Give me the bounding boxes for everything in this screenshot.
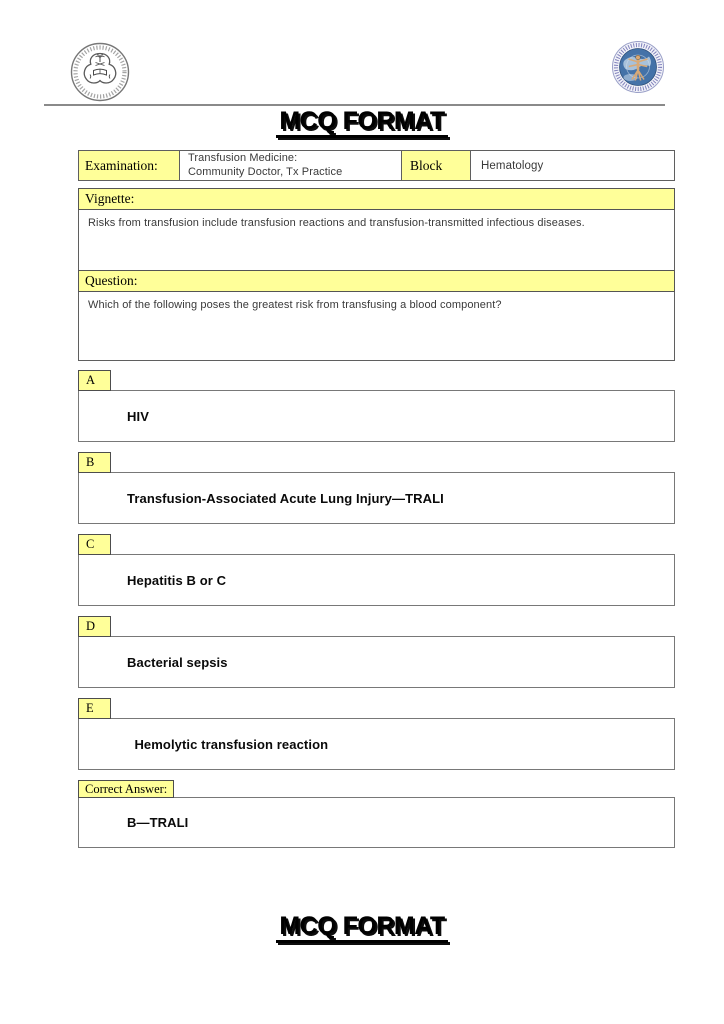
exam-info-table [78,150,675,181]
header-divider [44,104,665,106]
correct-answer-label: Correct Answer: [78,780,174,798]
title-row [0,108,724,138]
examination-value [180,151,402,180]
question-header: Question: [78,270,675,292]
option-d [78,616,675,688]
mcq-document [78,150,675,848]
option-b-text: Transfusion-Associated Acute Lung Injury—TRALI [78,472,675,524]
correct-answer-section [78,780,675,848]
footer-title: MCQ FORMAT [276,913,447,943]
block-label: Block [402,151,471,180]
option-a [78,370,675,442]
examination-value-line2: Community Doctor, Tx Practice [188,165,343,178]
question-text: Which of the following poses the greatest risk from transfusing a blood component? [78,291,675,361]
option-d-letter: D [78,616,111,637]
examination-label: Examination: [79,151,180,180]
option-e [78,698,675,770]
option-e-text: Hemolytic transfusion reaction [78,718,675,770]
footer-title-row [0,913,724,943]
option-a-letter: A [78,370,111,391]
examination-value-line1: Transfusion Medicine: [188,152,298,164]
block-value: Hematology [481,159,544,172]
option-d-text: Bacterial sepsis [78,636,675,688]
option-c [78,534,675,606]
university-seal-icon [70,41,130,103]
option-b [78,452,675,524]
option-a-text: HIV [78,390,675,442]
option-b-letter: B [78,452,111,473]
vignette-text: Risks from transfusion include transfusion reactions and transfusion-transmitted infectious diseases. [78,209,675,271]
correct-answer-text: B—TRALI [78,797,675,848]
option-e-letter: E [78,698,111,719]
option-c-text: Hepatitis B or C [78,554,675,606]
vignette-header: Vignette: [78,188,675,210]
option-c-letter: C [78,534,111,555]
vitruvian-man-globe-icon [611,40,665,94]
page-title: MCQ FORMAT [276,108,447,138]
